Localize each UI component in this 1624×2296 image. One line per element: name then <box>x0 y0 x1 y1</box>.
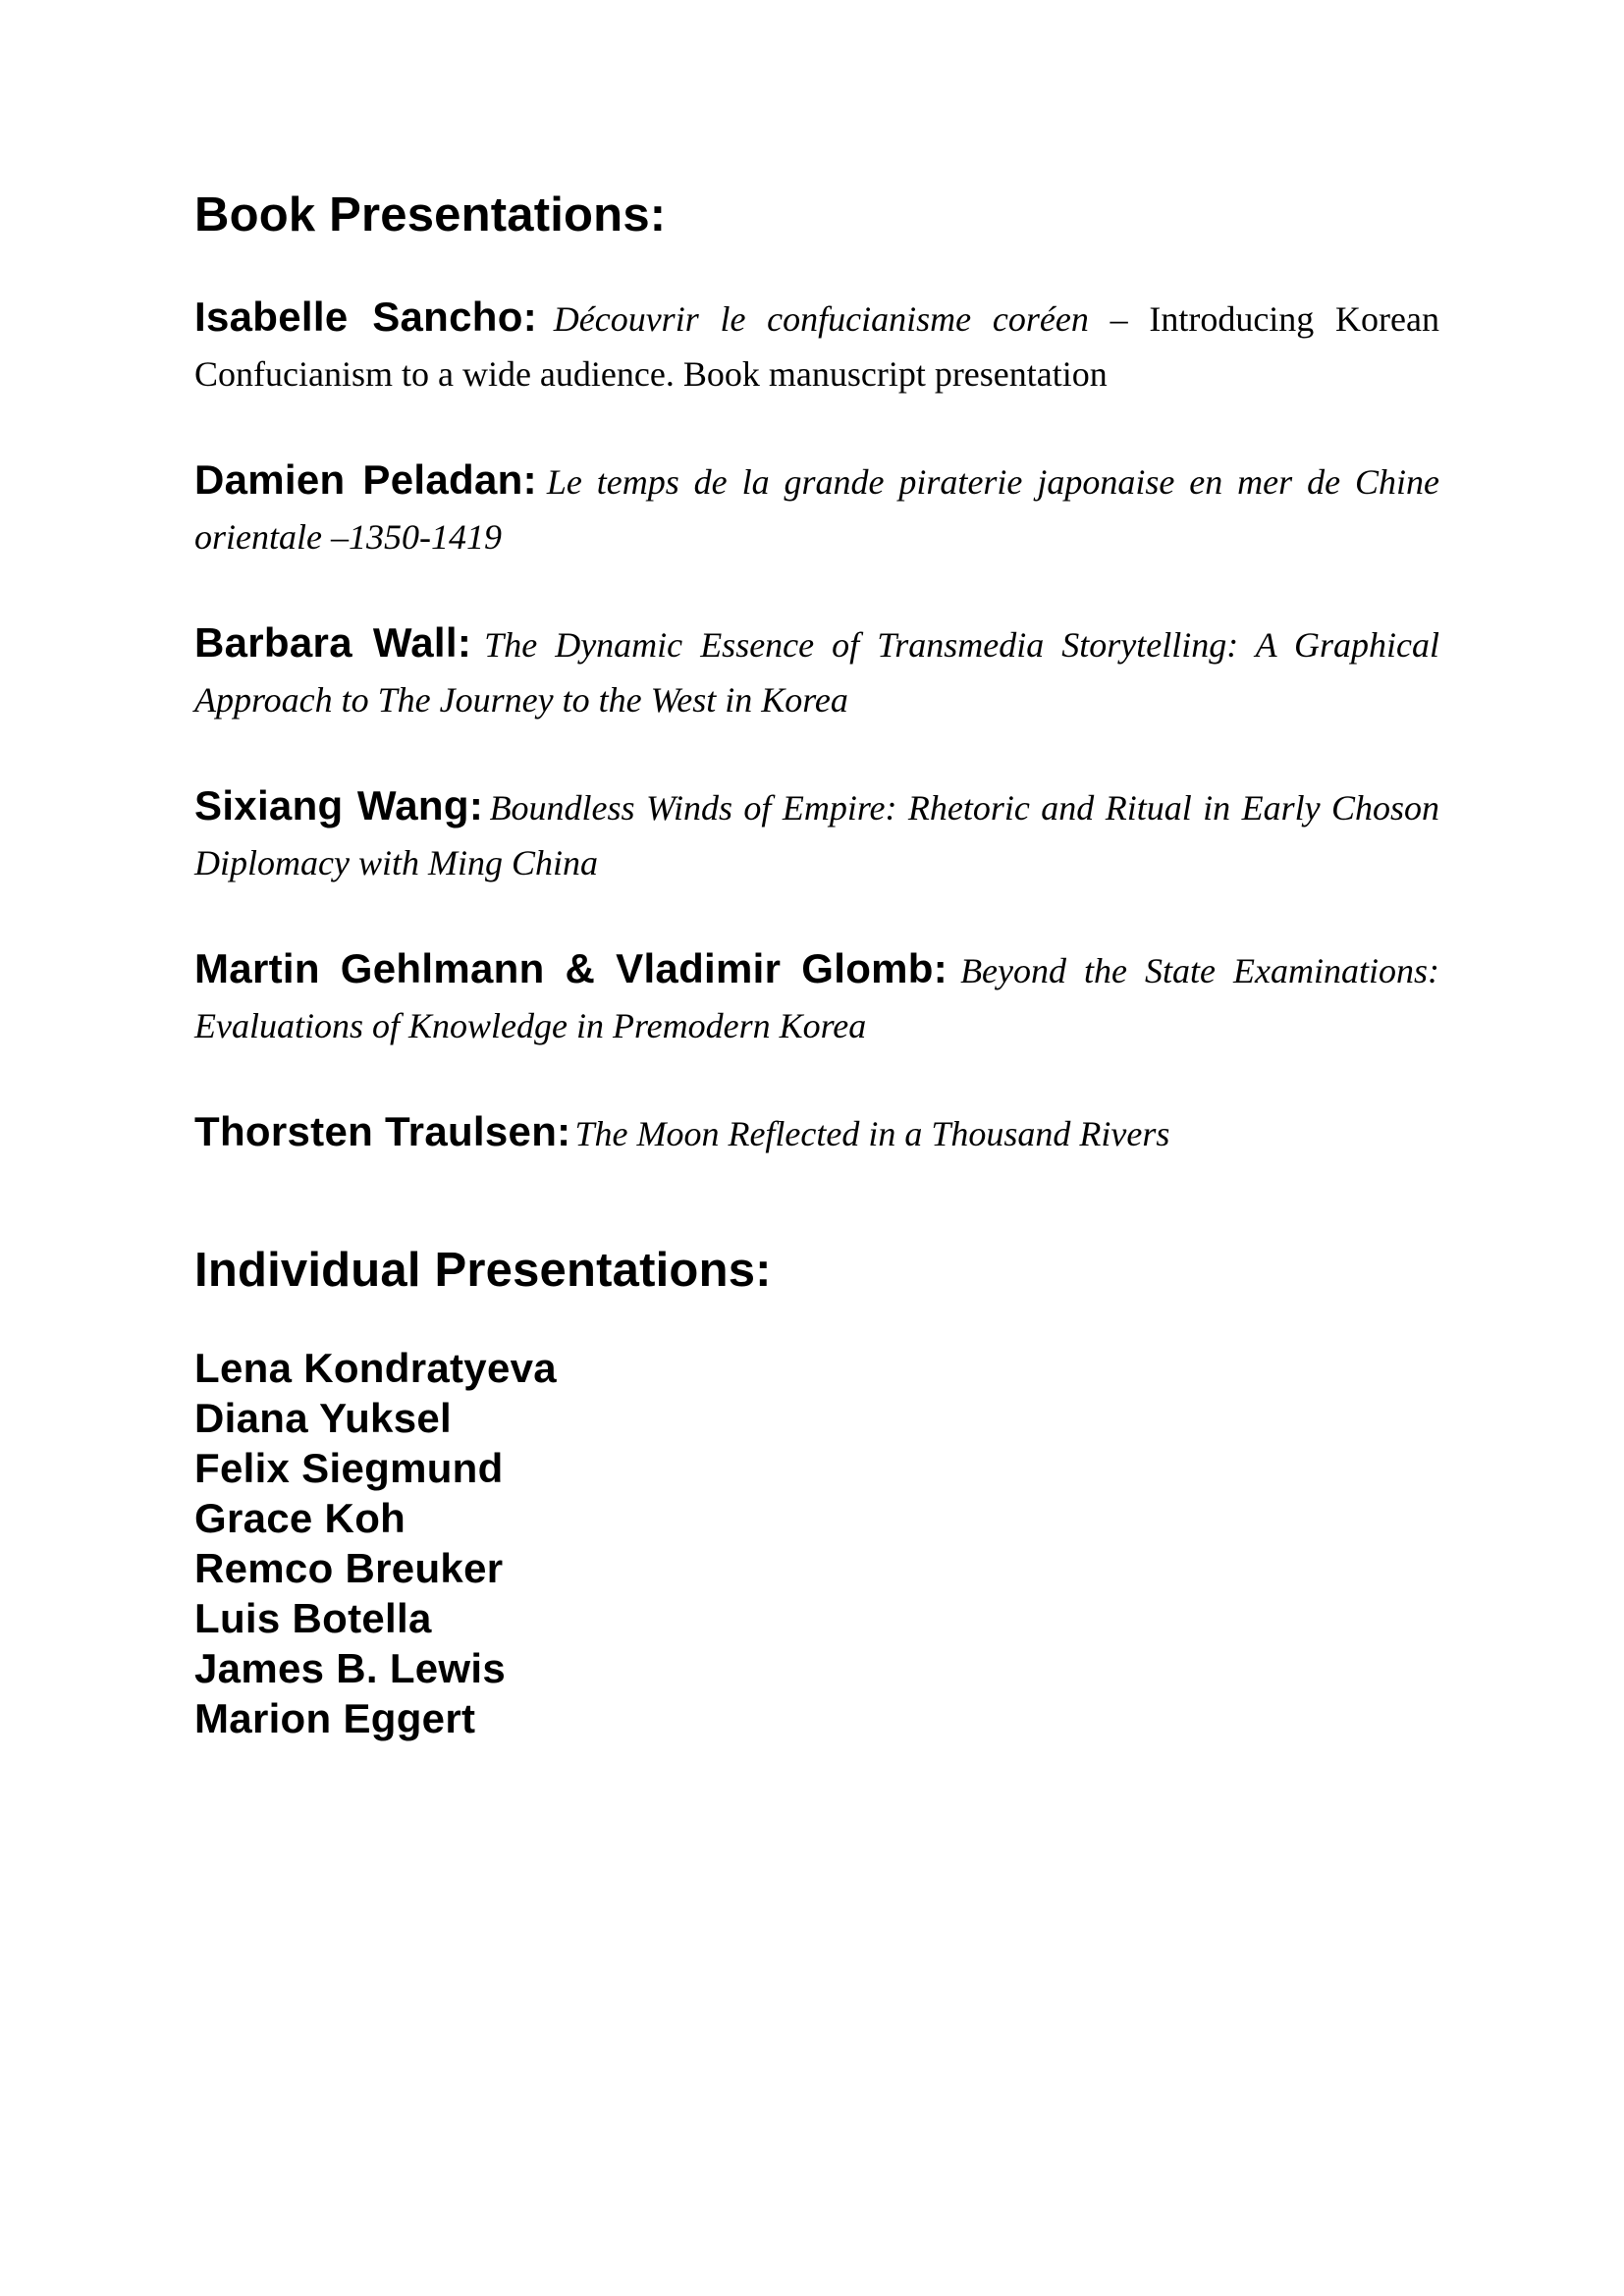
book-entry-gehlmann-glomb <box>194 945 1439 1057</box>
book-presentations-section <box>194 187 1439 1165</box>
book-title: Beyond the State Examinations: Evaluations of Knowledge in Premodern Korea <box>194 950 1439 1045</box>
list-item: Diana Yuksel <box>194 1394 452 1441</box>
book-entry-wang <box>194 782 1439 894</box>
book-entry-traulsen <box>194 1108 1439 1165</box>
list-item: Felix Siegmund <box>194 1444 504 1491</box>
book-entry-peladan <box>194 456 1439 568</box>
list-item: Lena Kondratyeva <box>194 1344 557 1391</box>
list-item: Luis Botella <box>194 1594 432 1641</box>
presenter-name: Isabelle Sancho: <box>194 293 537 340</box>
book-title: Le temps de la grande piraterie japonaise en mer de Chine orientale –1350-1419 <box>194 461 1439 557</box>
list-item: Grace Koh <box>194 1494 406 1541</box>
book-entry-wall <box>194 619 1439 731</box>
book-title: Boundless Winds of Empire: Rhetoric and Ritual in Early Choson Diplomacy with Ming China <box>194 787 1440 882</box>
document-page <box>194 187 1439 1759</box>
individual-presenters-list <box>194 1343 1439 1743</box>
book-title: The Dynamic Essence of Transmedia Storytelling: A Graphical Approach to The Journey to the West in Korea <box>194 624 1439 720</box>
book-presentations-heading: Book Presentations: <box>194 188 667 241</box>
book-presentations-list <box>194 294 1439 1165</box>
presenter-name: Barbara Wall: <box>194 618 472 666</box>
presenter-name: Damien Peladan: <box>194 455 537 503</box>
book-title: The Moon Reflected in a Thousand Rivers <box>574 1113 1170 1153</box>
individual-presentations-section <box>194 1242 1439 1743</box>
presenter-name: Thorsten Traulsen: <box>194 1107 571 1154</box>
book-title: Découvrir le confucianisme coréen <box>553 298 1089 339</box>
presenter-name: Sixiang Wang: <box>194 781 484 828</box>
presenter-name: Martin Gehlmann & Vladimir Glomb: <box>194 944 948 991</box>
book-entry-sancho <box>194 294 1439 405</box>
list-item: James B. Lewis <box>194 1644 507 1691</box>
individual-presentations-heading: Individual Presentations: <box>194 1243 772 1297</box>
book-description: – Introducing Korean Confucianism to a wide audience. Book manuscript presentation <box>194 298 1439 394</box>
list-item: Marion Eggert <box>194 1694 476 1741</box>
list-item: Remco Breuker <box>194 1544 504 1591</box>
